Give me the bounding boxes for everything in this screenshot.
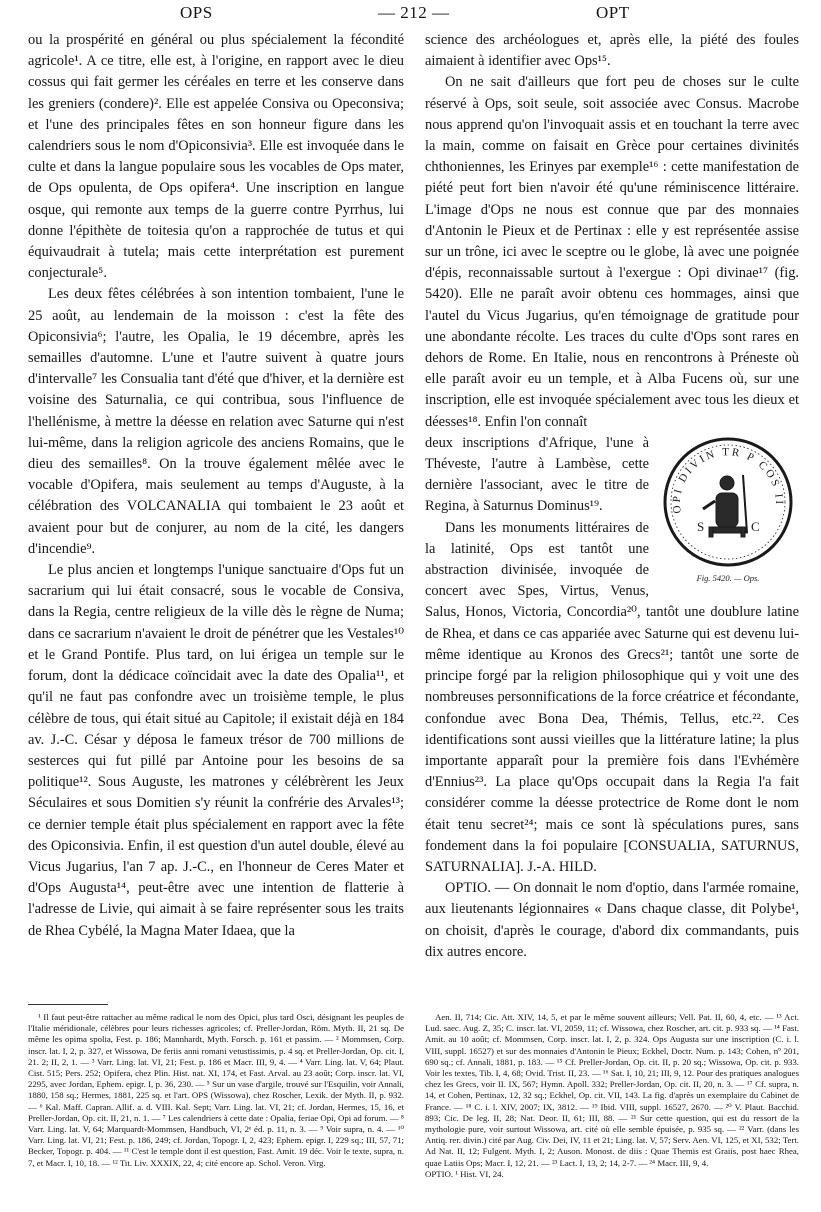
paragraph: Les deux fêtes célébrées à son intention tombaient, l'une le 25 août, au lendemain de la moisson : c'est la fête des Opiconsivia⁶; l'autre, les Opalia, le 19 décembre, après les semailles d'automne. L'une et l'autre suivent à quatre jours d'intervalle⁷ les Consualia tant d'été que d'hiver, et la dernière est voisine des Saturnalia, ce qui contribua, sous l'influence de l'hellénisme, à mettre la déesse en relation avec Saturne qui n'est lui-même, dans la religion agricole des anciens Romains, que le dieu des semailles⁸. On la trouve également mêlée avec le vocable d'Opifera, mais seulement au temps d'Auguste, à la célébration des VOLCANALIA qui tombaient le 23 août et avaient pour but de conjurer, au nom de la cité, les dangers d'incendie⁹. [28,286,404,557]
left-text-column [28,30,404,942]
figure-caption: Fig. 5420. — Ops. [696,572,760,583]
coin-legend: OPI DIVIN TR P COS II [670,446,786,514]
coin-letter-s: S [697,518,705,534]
coin-figure [657,435,799,583]
paragraph: deux inscriptions d'Afrique, l'une à Théveste, l'autre à Lambèse, cette dernière l'associant, avec le titre de Regina, à Saturnus Dominus¹⁹. [425,434,649,515]
footnotes-left [28,1012,404,1169]
footnote-block: Aen. II, 714; Cic. Att. XIV, 14, 5, et par le même souvent ailleurs; Vell. Pat. II, 60, 4, etc. — ¹³ Act. Lud. saec. Aug. Z, 35; C. inscr. lat. VI, 2059, 11; cf. Wissowa, chez Roscher, art. cit. p. 933 sq. — ¹⁴ Fast. Amit. au 10 août; cf. Mommsen, Corp. inscr. lat. I, 2, p. 324. Ops Augusta sur une inscription (C. i. l. VIII, suppl. 16527) et sur des monnaies d'Antonin le Pieux; Eckhel, Doctr. Num. p. 143; Cohen, nº 201, 690 sq.; cf. Annali, 1881, p. 183. — ¹⁵ Cf. Preller-Jordan, Op. cit. II, p. 20 sq.; Wissowa, Op. cit. p. 933. Voir les textes, Tib. I, 4, 68; Ovid. Trist. II, 23. — ¹⁶ Sat. I, 10, 21; III, 9, 12. Pour des pratiques analogues chez les Grecs, voir II. IX, 567; Hymn. Apoll. 332; Preller-Jordan, Op. cit. II, 20, n. 3. — ¹⁷ Cf. supra, n. 14, et Cohen, Pertinax, 12, 32 sq.; Eckhel, Op. cit. VII, 143. La fig. d'après un exemplaire du Cabinet de France. — ¹⁸ C. i. l. XIV, 2007; IX, 3812. — ¹⁹ Ibid. VIII, suppl. 16527, 2670. — ²⁰ V. Plaut. Bacchid. 893; Cic. De leg. II, 28; Nat. Deor. II, 61; III, 88. — ²¹ Sur cette question, qui est du ressort de la mythologie pure, voir surtout Wissowa, art. cité où elle semble épuisée, p. 935 sq. — ²² Varr. (dans les Antiq. rer. divin.) cité par Aug. Civ. Dei, IV, 11 et 21; Ling. lat. V, 57; Serv. Aen. VI, 125, et XI, 532; Tert. Ad Nat. II, 12; Fulgent. Myth. I, 2; Auson. Monost. de diis : Quae Themis est Graiis, post haec Rhea, quae Latiis Ops; Macr. I, 12, 21. — ²³ Lact. I, 13, 2; 14, 2-7. — ²⁴ Macr. III, 9, 4. OPTIO. ¹ Hist. VI, 24. [425,1012,799,1179]
paragraph: ou la prospérité en général ou plus spécialement la fécondité agricole¹. A ce titre, elle est, à l'origine, en rapport avec le dieu cossus qui fait germer les céréales en terre et les conserve dans les greniers (condere)². Elle est appelée Consiva ou Opeconsiva; et l'une des principales fêtes en son honneur figure dans les calendriers sous le nom d'Opiconsivia³. Elle est invoquée dans le culte et dans la langue populaire sous les vocables de Ops mater, de Ops opulenta, de Ops opifera⁴. Une inscription en langue osque, qui remonte aux temps de la guerre contre Pyrrhus, lui donne l'épithète de toitesia qu'on a rapprochée de tutus et qui équivaudrait à tutela; mais cette interprétation est purement conjecturale⁵. [28,32,404,282]
page-number: — 212 — [378,3,450,22]
paragraph: OPTIO. — On donnait le nom d'optio, dans l'armée romaine, aux lieutenants légionnaires « Dans chaque classe, dit Polybe¹, on choisit, d'après le courage, d'abord dix commandants, puis dix autres encore. [425,880,799,960]
paragraph: On ne sait d'ailleurs que fort peu de choses sur le culte réservé à Ops, soit seule, soit associée avec Consus. Macrobe nous apprend qu'on l'invoquait assis et en touchant la terre avec la main, comme on faisait en Grèce pour certaines divinités chthoniennes, les Erinyes par exemple¹⁶ : cette manifestation de piété peut fort bien n'avoir été qu'une réminiscence littéraire. L'image d'Ops ne nous est connue que par des monnaies d'Antonin le Pieux et de Pertinax : elle y est représentée assise sur un trône, ici avec le sceptre ou le globe, là avec une poignée d'épis, reconnaissable surtout à l'exergue : Opi divinae¹⁷ (fig. 5420). Elle ne paraît avoir obtenu ces hommages, ainsi que l'autel du Vicus Jugarius, qu'en témoignage de gratitude pour une abondante récolte. Les traces du culte d'Ops sont rares en dehors de Rome. En Italie, nous en rencontrons à Préneste où elle paraît avoir eu un temple, et à Alba Fucens où, sur une inscription, elle est invoquée spécialement avec tous les dieux et déesses¹⁸. Enfin l'on connaît [425,74,799,430]
running-head-right: OPT [596,3,630,22]
footnotes-right [425,1012,799,1180]
footnote-rule [28,1004,108,1005]
right-text-column [425,30,799,963]
paragraph: science des archéologues et, après elle, la piété des foules aimaient à identifier avec Ops¹⁵. [425,32,799,70]
footnote-block: ¹ Il faut peut-être rattacher au même radical le nom des Opici, plus tard Osci, désignant les peuples de l'Italie méridionale, célèbres pour leurs richesses agricoles; cf. Preller-Jordan, Röm. Myth. II, 21 sq. De même les opima spolia, Fest. p. 186; Mannhardt, Myth. Forsch. p. 161 et passim. — ² Mommsen, Corp. inscr. lat. I, 2, p. 327, et Wissowa, De feriis anni romani vetustissimis, p. 4 sq. et Preller-Jordan, Op. cit. I, 21. 2; II, 2, 1. — ³ Varr. Ling. lat. VI, 21; Fest. p. 186 et Macr. III, 9, 4. — ⁴ Varr. Ling. lat. V, 64; Plaut. Cist. 515; Pers. 252; Opifera, chez Plin. Hist. nat. XI, 174, et Fast. Arval. au 23 août; Corp. inscr. lat. VI, 2295, avec Jordan, Ephem. epigr. I, p. 36, 230. — ⁵ Sur un vase d'argile, trouvé sur l'Esquilin, voir Annali, 1880, 158 sq.; Hermes, 1881, 225 sq. et l'art. OPS (Wissowa), chez Roscher, Lexik. der Myth. II, p. 932. — ⁶ Kal. Maff. Capran. Allif. a. d. VIII. Kal. Sept; Varr. Ling. lat. VI, 21; cf. Jordan, Hermes, 15, 16, et Preller-Jordan, Op. cit. II, 21, n. 1. — ⁷ Les calendriers à cette date : Opalia, feriae Opi, Opi ad forum. — ⁸ Varr. Ling. lat. V, 64; Marquardt-Mommsen, Handbuch, VI, 2ᵉ éd. p. 11, n. 3. — ⁹ Voir supra, n. 4. — ¹⁰ Varr. Ling. lat. VI, 21; Fest. p. 186, 249; cf. Jordan, Topogr. I, 2, 423; Ephem. epigr. I, 229 sq.; III, 57, 71; Becker, Topogr. p. 404. — ¹¹ C'est le temple dont il est question, Fast. Amit. 19 déc. Voir le texte, supra, n. 7, et Macr. I, 10, 18. — ¹² Tit. Liv. XXXIX, 22, 4; cité encore ap. Schol. Veron. Virg. [28,1012,404,1168]
paragraph: Dans les monuments littéraires de la latinité, Ops est tantôt une abstraction divinisée, invoquée de concert avec Spes, Virtus, Venus, Salus, Honos, Victoria, Concordia²⁰, tantôt une doublure latine de Rhea, et dans ce cas appariée avec Saturne qui est devenu lui-même identique au Kronos des Grecs²¹; tantôt une sorte de principe forgé par la religion philosophique qui y voit une des nombreuses personnifications de la force créatrice et fécondante, confondue avec Bona Dea, Thémis, Tellus, etc.²². Ces identifications sont aussi vieilles que la littérature latine; la plus importante apparaît pour la première fois dans l'Evhémère d'Ennius²³. La place qu'Ops occupait dans la Regia l'a fait considérer comme la déesse protectrice de Rome dont le nom était tenu secret²⁴; mais ce sont là spéculations pures, sans fondement dans la foi populaire [CONSUALIA, SATURNUS, SATURNALIA]. J.-A. HILD. [425,519,799,875]
paragraph: Le plus ancien et longtemps l'unique sanctuaire d'Ops fut un sacrarium qui lui était consacré, sous le vocable de Consiva, dans la Regia, centre religieux de la ville dès le règne de Numa; dans ce sacrarium n'avaient le droit de pénétrer que les Vestales¹⁰ et le Grand Pontife. Plus tard, on lui érigea un temple sur le forum, dont la dédicace coïncidait avec la date des Opalia¹¹, et qu'il ne faut pas confondre avec un troisième temple, le plus célèbre de tous, qui était situé au Capitole; il existait déjà en 184 av. J.-C. César y déposa le fameux trésor de 700 millions de sesterces qui fut pillé par Antoine pour les besoins de sa politique¹². Sous Auguste, les matrones y célébrèrent les Jeux Séculaires et sous Domitien s'y réunit la confrérie des Arvales¹³; ce dernier temple était plus spécialement en rapport avec la fête des Opiconsivia. Enfin, il est question d'un autel double, élevé au Vicus Jugarius, l'an 7 ap. J.-C., en l'honneur de Ceres Mater et d'Ops Augusta¹⁴, peut-être avec une intention de flatterie à l'adresse de Livie, qui aimait à se faire représenter sous les traits de Rhea Cybélé, la Magna Mater Idaea, que la [28,562,404,939]
coin-letter-c: C [751,518,760,534]
running-head-left: OPS [180,3,213,22]
coin-illustration [661,435,795,569]
